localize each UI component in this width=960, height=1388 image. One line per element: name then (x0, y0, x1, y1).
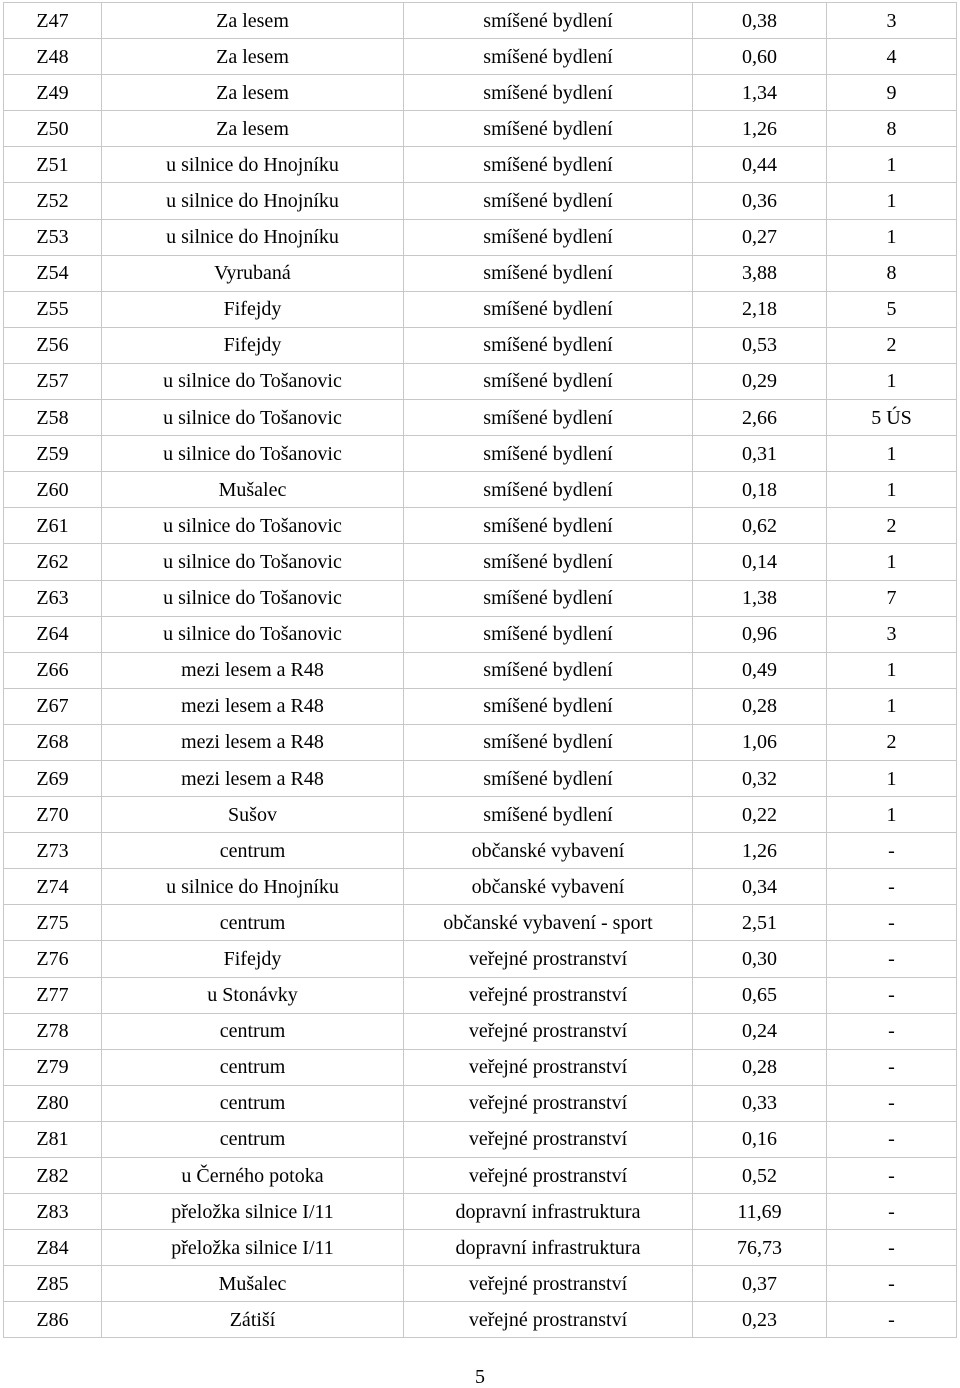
area-cell: 0,33 (693, 1085, 827, 1121)
location-cell: Za lesem (102, 111, 404, 147)
count-cell: 4 (827, 39, 957, 75)
land-use-cell: smíšené bydlení (404, 400, 693, 436)
area-cell: 0,49 (693, 652, 827, 688)
area-cell: 0,65 (693, 977, 827, 1013)
land-use-cell: veřejné prostranství (404, 1085, 693, 1121)
count-cell: - (827, 1194, 957, 1230)
page-number: 5 (475, 1366, 485, 1388)
land-use-cell: smíšené bydlení (404, 760, 693, 796)
location-cell: u Černého potoka (102, 1158, 404, 1194)
count-cell: 1 (827, 652, 957, 688)
area-cell: 0,28 (693, 688, 827, 724)
zone-code-cell: Z61 (4, 508, 102, 544)
location-cell: přeložka silnice I/11 (102, 1230, 404, 1266)
table-row (4, 1194, 957, 1230)
table-row (4, 797, 957, 833)
area-cell: 2,51 (693, 905, 827, 941)
count-cell: 1 (827, 688, 957, 724)
land-use-cell: smíšené bydlení (404, 111, 693, 147)
location-cell: u silnice do Tošanovic (102, 436, 404, 472)
table-row (4, 1121, 957, 1157)
land-use-cell: smíšené bydlení (404, 797, 693, 833)
zone-code-cell: Z47 (4, 3, 102, 39)
location-cell: Za lesem (102, 3, 404, 39)
land-use-cell: smíšené bydlení (404, 508, 693, 544)
area-cell: 11,69 (693, 1194, 827, 1230)
land-use-cell: smíšené bydlení (404, 219, 693, 255)
count-cell: 3 (827, 616, 957, 652)
zone-code-cell: Z62 (4, 544, 102, 580)
count-cell: - (827, 1085, 957, 1121)
table-row (4, 1266, 957, 1302)
location-cell: Sušov (102, 797, 404, 833)
zone-code-cell: Z50 (4, 111, 102, 147)
area-cell: 1,38 (693, 580, 827, 616)
zone-code-cell: Z49 (4, 75, 102, 111)
area-cell: 0,60 (693, 39, 827, 75)
count-cell: 2 (827, 327, 957, 363)
zones-table-body (4, 3, 957, 1338)
location-cell: Fifejdy (102, 327, 404, 363)
count-cell: - (827, 1230, 957, 1266)
table-row (4, 400, 957, 436)
count-cell: 1 (827, 363, 957, 399)
zone-code-cell: Z79 (4, 1049, 102, 1085)
table-row (4, 652, 957, 688)
area-cell: 0,96 (693, 616, 827, 652)
land-use-cell: veřejné prostranství (404, 1013, 693, 1049)
area-cell: 0,24 (693, 1013, 827, 1049)
location-cell: Fifejdy (102, 941, 404, 977)
count-cell: - (827, 833, 957, 869)
table-row (4, 147, 957, 183)
table-row (4, 724, 957, 760)
count-cell: 5 (827, 291, 957, 327)
zone-code-cell: Z67 (4, 688, 102, 724)
zone-code-cell: Z85 (4, 1266, 102, 1302)
zone-code-cell: Z76 (4, 941, 102, 977)
location-cell: u Stonávky (102, 977, 404, 1013)
area-cell: 0,30 (693, 941, 827, 977)
zone-code-cell: Z68 (4, 724, 102, 760)
land-use-cell: veřejné prostranství (404, 977, 693, 1013)
location-cell: centrum (102, 1121, 404, 1157)
area-cell: 76,73 (693, 1230, 827, 1266)
zone-code-cell: Z80 (4, 1085, 102, 1121)
count-cell: 1 (827, 436, 957, 472)
land-use-cell: dopravní infrastruktura (404, 1194, 693, 1230)
table-row (4, 760, 957, 796)
count-cell: - (827, 1049, 957, 1085)
land-use-cell: smíšené bydlení (404, 291, 693, 327)
zones-table (3, 2, 957, 1338)
zone-code-cell: Z70 (4, 797, 102, 833)
table-row (4, 363, 957, 399)
zone-code-cell: Z75 (4, 905, 102, 941)
zone-code-cell: Z53 (4, 219, 102, 255)
area-cell: 0,18 (693, 472, 827, 508)
location-cell: u silnice do Tošanovic (102, 544, 404, 580)
table-row (4, 75, 957, 111)
land-use-cell: smíšené bydlení (404, 327, 693, 363)
table-row (4, 1158, 957, 1194)
location-cell: mezi lesem a R48 (102, 760, 404, 796)
land-use-cell: veřejné prostranství (404, 1049, 693, 1085)
land-use-cell: občanské vybavení - sport (404, 905, 693, 941)
location-cell: Za lesem (102, 39, 404, 75)
land-use-cell: veřejné prostranství (404, 1158, 693, 1194)
table-row (4, 508, 957, 544)
zone-code-cell: Z56 (4, 327, 102, 363)
zone-code-cell: Z60 (4, 472, 102, 508)
land-use-cell: smíšené bydlení (404, 255, 693, 291)
location-cell: u silnice do Tošanovic (102, 616, 404, 652)
location-cell: u silnice do Tošanovic (102, 400, 404, 436)
zone-code-cell: Z54 (4, 255, 102, 291)
count-cell: - (827, 1013, 957, 1049)
area-cell: 0,29 (693, 363, 827, 399)
land-use-cell: smíšené bydlení (404, 652, 693, 688)
land-use-cell: smíšené bydlení (404, 724, 693, 760)
table-row (4, 327, 957, 363)
land-use-cell: veřejné prostranství (404, 1266, 693, 1302)
area-cell: 0,34 (693, 869, 827, 905)
location-cell: centrum (102, 1085, 404, 1121)
area-cell: 2,18 (693, 291, 827, 327)
zone-code-cell: Z81 (4, 1121, 102, 1157)
count-cell: 1 (827, 147, 957, 183)
table-row (4, 1085, 957, 1121)
count-cell: 2 (827, 724, 957, 760)
zone-code-cell: Z73 (4, 833, 102, 869)
count-cell: - (827, 977, 957, 1013)
land-use-cell: smíšené bydlení (404, 75, 693, 111)
land-use-cell: smíšené bydlení (404, 580, 693, 616)
area-cell: 0,27 (693, 219, 827, 255)
area-cell: 0,62 (693, 508, 827, 544)
location-cell: mezi lesem a R48 (102, 688, 404, 724)
area-cell: 3,88 (693, 255, 827, 291)
location-cell: Mušalec (102, 472, 404, 508)
location-cell: Vyrubaná (102, 255, 404, 291)
location-cell: přeložka silnice I/11 (102, 1194, 404, 1230)
land-use-cell: smíšené bydlení (404, 436, 693, 472)
zone-code-cell: Z64 (4, 616, 102, 652)
table-row (4, 688, 957, 724)
location-cell: u silnice do Tošanovic (102, 580, 404, 616)
table-row (4, 219, 957, 255)
location-cell: u silnice do Hnojníku (102, 183, 404, 219)
area-cell: 0,36 (693, 183, 827, 219)
land-use-cell: smíšené bydlení (404, 183, 693, 219)
table-row (4, 869, 957, 905)
area-cell: 0,38 (693, 3, 827, 39)
count-cell: 1 (827, 472, 957, 508)
location-cell: u silnice do Hnojníku (102, 147, 404, 183)
zone-code-cell: Z63 (4, 580, 102, 616)
zone-code-cell: Z59 (4, 436, 102, 472)
zone-code-cell: Z57 (4, 363, 102, 399)
land-use-cell: smíšené bydlení (404, 544, 693, 580)
land-use-cell: smíšené bydlení (404, 147, 693, 183)
area-cell: 1,06 (693, 724, 827, 760)
table-row (4, 977, 957, 1013)
land-use-cell: dopravní infrastruktura (404, 1230, 693, 1266)
zone-code-cell: Z51 (4, 147, 102, 183)
land-use-cell: smíšené bydlení (404, 363, 693, 399)
location-cell: centrum (102, 905, 404, 941)
area-cell: 0,52 (693, 1158, 827, 1194)
table-row (4, 111, 957, 147)
area-cell: 0,32 (693, 760, 827, 796)
land-use-cell: občanské vybavení (404, 869, 693, 905)
zone-code-cell: Z55 (4, 291, 102, 327)
area-cell: 0,28 (693, 1049, 827, 1085)
land-use-cell: veřejné prostranství (404, 941, 693, 977)
count-cell: 5 ÚS (827, 400, 957, 436)
area-cell: 0,16 (693, 1121, 827, 1157)
area-cell: 0,37 (693, 1266, 827, 1302)
count-cell: - (827, 1121, 957, 1157)
count-cell: 2 (827, 508, 957, 544)
area-cell: 0,53 (693, 327, 827, 363)
location-cell: mezi lesem a R48 (102, 652, 404, 688)
table-row (4, 291, 957, 327)
table-row (4, 1230, 957, 1266)
count-cell: - (827, 1158, 957, 1194)
table-row (4, 544, 957, 580)
table-row (4, 436, 957, 472)
zone-code-cell: Z69 (4, 760, 102, 796)
zone-code-cell: Z78 (4, 1013, 102, 1049)
count-cell: - (827, 869, 957, 905)
zone-code-cell: Z82 (4, 1158, 102, 1194)
zone-code-cell: Z58 (4, 400, 102, 436)
land-use-cell: smíšené bydlení (404, 616, 693, 652)
zone-code-cell: Z52 (4, 183, 102, 219)
area-cell: 0,23 (693, 1302, 827, 1338)
count-cell: 9 (827, 75, 957, 111)
count-cell: - (827, 1266, 957, 1302)
count-cell: 1 (827, 760, 957, 796)
count-cell: 1 (827, 544, 957, 580)
table-row (4, 580, 957, 616)
count-cell: 1 (827, 219, 957, 255)
land-use-cell: veřejné prostranství (404, 1121, 693, 1157)
land-use-cell: smíšené bydlení (404, 39, 693, 75)
location-cell: centrum (102, 1049, 404, 1085)
table-row (4, 905, 957, 941)
table-row (4, 1013, 957, 1049)
area-cell: 2,66 (693, 400, 827, 436)
location-cell: Mušalec (102, 1266, 404, 1302)
table-row (4, 941, 957, 977)
count-cell: 8 (827, 255, 957, 291)
zone-code-cell: Z77 (4, 977, 102, 1013)
area-cell: 0,44 (693, 147, 827, 183)
count-cell: - (827, 941, 957, 977)
location-cell: Zátiší (102, 1302, 404, 1338)
location-cell: mezi lesem a R48 (102, 724, 404, 760)
zone-code-cell: Z74 (4, 869, 102, 905)
count-cell: 3 (827, 3, 957, 39)
land-use-cell: smíšené bydlení (404, 472, 693, 508)
zone-code-cell: Z84 (4, 1230, 102, 1266)
area-cell: 0,14 (693, 544, 827, 580)
location-cell: Fifejdy (102, 291, 404, 327)
zone-code-cell: Z83 (4, 1194, 102, 1230)
zone-code-cell: Z86 (4, 1302, 102, 1338)
land-use-cell: veřejné prostranství (404, 1302, 693, 1338)
location-cell: u silnice do Hnojníku (102, 219, 404, 255)
area-cell: 1,34 (693, 75, 827, 111)
location-cell: centrum (102, 1013, 404, 1049)
location-cell: u silnice do Tošanovic (102, 508, 404, 544)
table-row (4, 1302, 957, 1338)
zone-code-cell: Z48 (4, 39, 102, 75)
location-cell: u silnice do Hnojníku (102, 869, 404, 905)
table-row (4, 183, 957, 219)
count-cell: 1 (827, 183, 957, 219)
land-use-cell: občanské vybavení (404, 833, 693, 869)
table-row (4, 255, 957, 291)
table-row (4, 1049, 957, 1085)
land-use-cell: smíšené bydlení (404, 3, 693, 39)
table-row (4, 472, 957, 508)
count-cell: 8 (827, 111, 957, 147)
location-cell: u silnice do Tošanovic (102, 363, 404, 399)
count-cell: - (827, 1302, 957, 1338)
table-row (4, 616, 957, 652)
table-row (4, 39, 957, 75)
area-cell: 0,22 (693, 797, 827, 833)
zone-code-cell: Z66 (4, 652, 102, 688)
area-cell: 1,26 (693, 111, 827, 147)
area-cell: 1,26 (693, 833, 827, 869)
count-cell: - (827, 905, 957, 941)
count-cell: 7 (827, 580, 957, 616)
land-use-cell: smíšené bydlení (404, 688, 693, 724)
table-row (4, 833, 957, 869)
area-cell: 0,31 (693, 436, 827, 472)
location-cell: Za lesem (102, 75, 404, 111)
count-cell: 1 (827, 797, 957, 833)
location-cell: centrum (102, 833, 404, 869)
table-row (4, 3, 957, 39)
